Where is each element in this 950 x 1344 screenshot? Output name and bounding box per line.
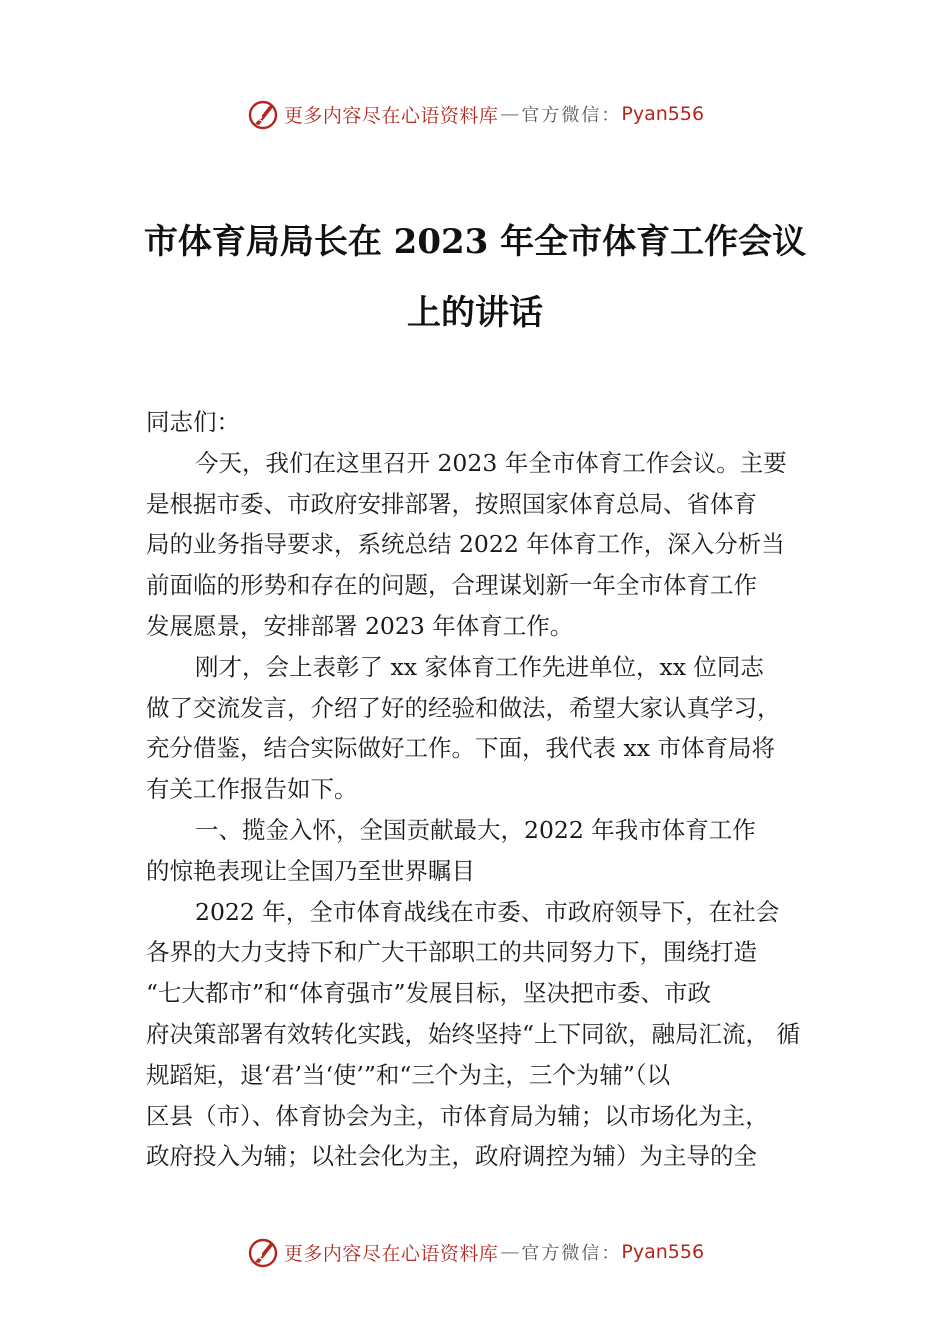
body-line: 做了交流发言，介绍了好的经验和做法，希望大家认真学习， bbox=[146, 693, 781, 722]
salutation: 同志们： bbox=[146, 408, 240, 436]
watermark-dash: — bbox=[500, 103, 520, 125]
body-line: 区县（市）、体育协会为主，市体育局为辅；以市场化为主， bbox=[146, 1101, 769, 1130]
body-line: 各界的大力支持下和广大干部职工的共同努力下，围绕打造 bbox=[146, 938, 757, 967]
watermark-wechat-id: Pyan556 bbox=[621, 103, 705, 125]
document-body bbox=[146, 402, 826, 1177]
section-heading-line: 的惊艳表现让全国乃至世界瞩目 bbox=[146, 856, 475, 885]
quill-pen-circle-icon bbox=[246, 1235, 280, 1269]
section-heading-line: 一、揽金入怀，全国贡献最大，2022 年我市体育工作 bbox=[195, 815, 756, 844]
body-line: 今天，我们在这里召开 2023 年全市体育工作会议。主要 bbox=[195, 448, 787, 477]
body-line: 刚才，会上表彰了 xx 家体育工作先进单位，xx 位同志 bbox=[195, 652, 764, 681]
watermark-wechat-id: Pyan556 bbox=[621, 1241, 705, 1263]
body-line: 发展愿景，安排部署 2023 年体育工作。 bbox=[146, 611, 574, 640]
watermark-label: 官方微信： bbox=[521, 1243, 622, 1264]
body-line: 是根据市委、市政府安排部署，按照国家体育总局、省体育 bbox=[146, 489, 757, 518]
body-line: 府决策部署有效转化实践，始终坚持“上下同欲，融局汇流， 循 bbox=[146, 1019, 800, 1048]
watermark-dash: — bbox=[500, 1241, 520, 1263]
watermark-brand-text: 更多内容尽在心语资料库 bbox=[283, 104, 499, 127]
watermark-footer bbox=[0, 1232, 950, 1272]
quill-pen-circle-icon bbox=[246, 97, 280, 131]
document-title-line-1: 市体育局局长在 2023 年全市体育工作会议 bbox=[143, 222, 807, 262]
watermark-brand-text: 更多内容尽在心语资料库 bbox=[283, 1242, 499, 1265]
body-line: 2022 年，全市体育战线在市委、市政府领导下，在社会 bbox=[195, 897, 780, 926]
body-line: 规蹈矩，退‘君’当‘使’”和“三个为主，三个为辅”（以 bbox=[146, 1060, 671, 1089]
watermark-header bbox=[0, 94, 950, 134]
body-line: 政府投入为辅；以社会化为主，政府调控为辅）为主导的全 bbox=[146, 1142, 757, 1171]
body-line: “七大都市”和“体育强市”发展目标，坚决把市委、市政 bbox=[146, 979, 712, 1008]
body-line: 局的业务指导要求，系统总结 2022 年体育工作，深入分析当 bbox=[146, 530, 785, 559]
body-line: 充分借鉴，结合实际做好工作。下面，我代表 xx 市体育局将 bbox=[146, 734, 775, 763]
body-line: 有关工作报告如下。 bbox=[146, 775, 358, 804]
document-title-line-2: 上的讲话 bbox=[407, 293, 543, 333]
body-line: 前面临的形势和存在的问题，合理谋划新一年全市体育工作 bbox=[146, 571, 757, 600]
watermark-label: 官方微信： bbox=[521, 105, 622, 126]
